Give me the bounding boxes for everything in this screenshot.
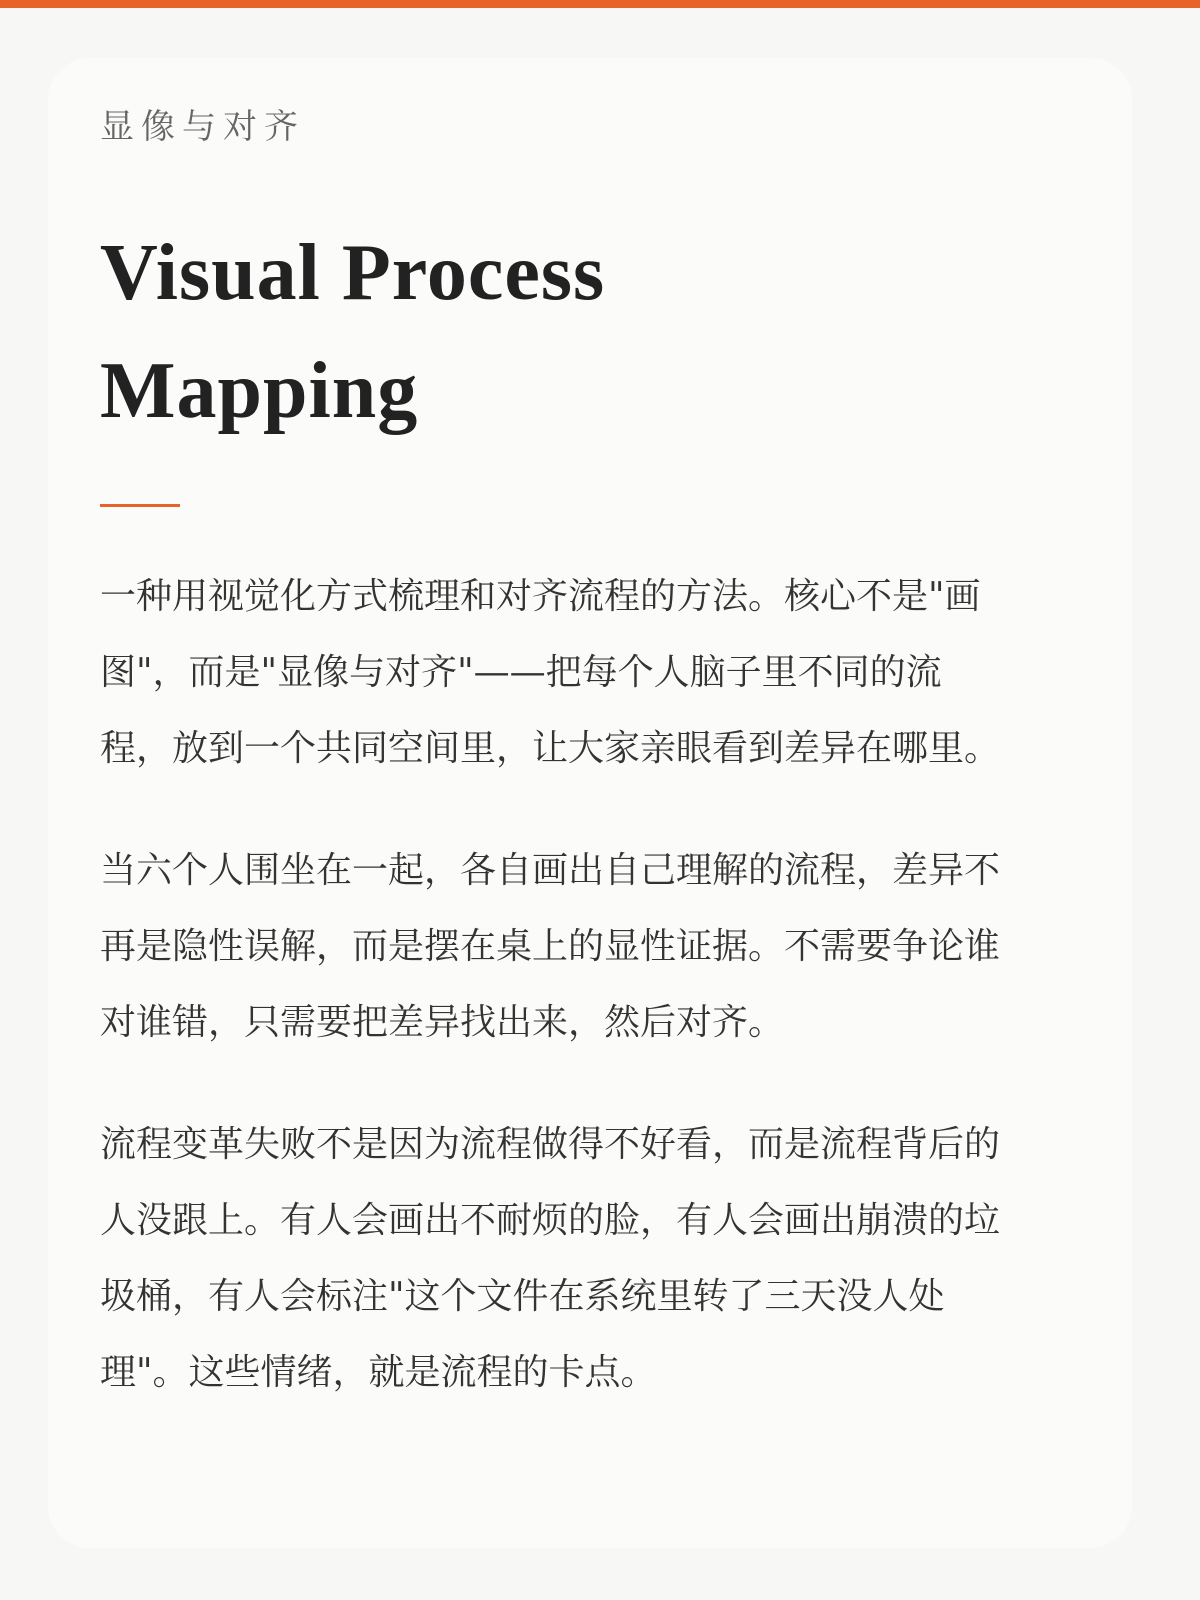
article-paragraph-change: 流程变革失败不是因为流程做得不好看，而是流程背后的人没跟上。有人会画出不耐烦的脸，有人会画出崩溃的垃圾桶，有人会标注"这个文件在系统里转了三天没人处理"。这些情绪，就是流程的卡点。: [100, 1123, 1001, 1393]
article-content: [100, 104, 1000, 1447]
title-accent-rule: [100, 504, 180, 507]
article-title: Visual Process Mapping: [100, 229, 606, 435]
top-accent-bar: [0, 0, 1200, 8]
article-paragraph-definition: 一种用视觉化方式梳理和对齐流程的方法。核心不是"画图"，而是"显像与对齐"——把每个人脑子里不同的流程，放到一个共同空间里，让大家亲眼看到差异在哪里。: [100, 575, 1001, 769]
article-paragraph-alignment: 当六个人围坐在一起，各自画出自己理解的流程，差异不再是隐性误解，而是摆在桌上的显性证据。不需要争论谁对谁错，只需要把差异找出来，然后对齐。: [100, 849, 1001, 1043]
article-kicker: 显像与对齐: [100, 107, 305, 147]
